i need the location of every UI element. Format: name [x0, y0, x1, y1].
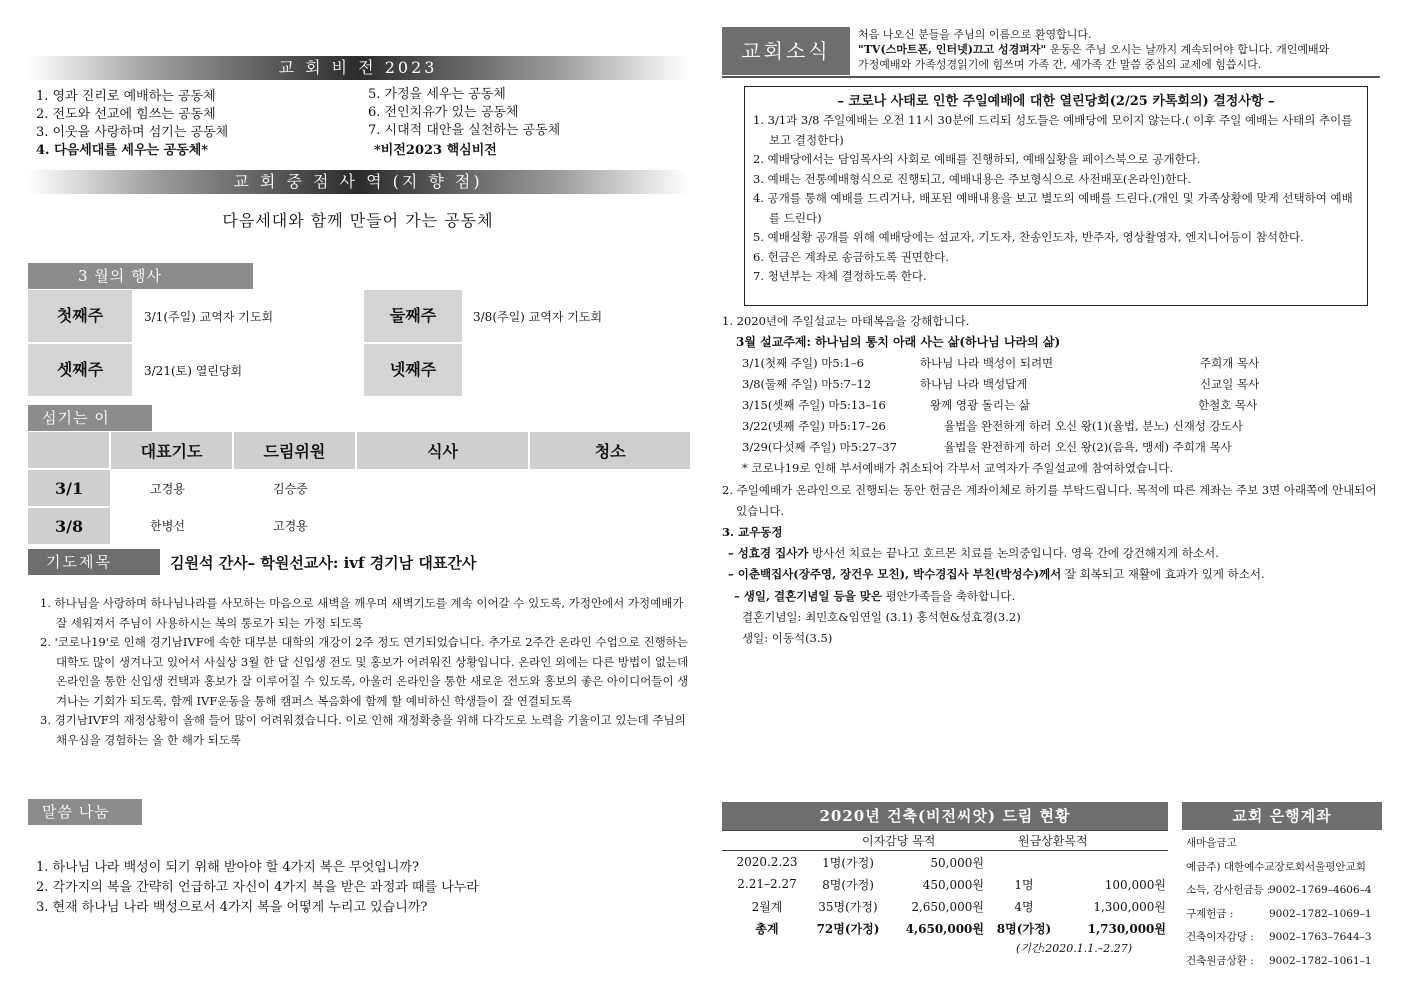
- bank-info: [1186, 832, 1386, 973]
- sharing-title: 말씀 나눔: [28, 799, 142, 825]
- news-intro-line: 가정예배와 가족성경읽기에 힘쓰며 가족 간, 세가족 간 말씀 중심의 교제에 힘씁시다.: [858, 58, 1262, 71]
- week-event: 3/1(주일) 교역자 기도회: [144, 310, 274, 324]
- sermon-section: [722, 311, 1382, 649]
- member-news: – 생일, 결혼기념일 등을 맞은 평안가족들을 축하합니다.: [734, 588, 1016, 603]
- servers-cell: 김승중: [272, 481, 308, 496]
- sermon-row: 3/15(셋째 주일) 마5:13–16 왕께 영광 돌리는 삶 한철호 목사: [742, 398, 1258, 413]
- vision-item: 7. 시대적 대안을 실천하는 공동체: [368, 123, 561, 138]
- building-table: [724, 851, 1168, 939]
- list-item: 3. 현재 하나님 나라 백성으로서 4가지 복을 어떻게 누리고 있습니까?: [36, 900, 428, 915]
- building-period: (기간:2020.1.1.–2.27): [1016, 942, 1133, 955]
- list-item: 5. 예배실황 공개를 위해 예배당에는 설교자, 기도자, 찬송인도자, 반주자, 영상촬영자, 엔지니어등이 참석한다.: [753, 230, 1304, 244]
- servers-header: 드림위원: [233, 432, 356, 469]
- servers-cell: [529, 469, 690, 507]
- news-divider: [722, 76, 1380, 78]
- table-row-total: 총계 72명(가정) 4,650,000원 8명(가정) 1,730,000원: [755, 921, 1166, 936]
- table-row: [28, 469, 690, 507]
- vision-list-left: [36, 88, 228, 160]
- servers-date: 3/8: [28, 507, 110, 544]
- vision-item: 2. 전도와 선교에 힘쓰는 공동체: [36, 107, 216, 122]
- servers-cell: 고경용: [272, 519, 308, 533]
- bank-title: 교회 은행계좌: [1232, 807, 1332, 825]
- vision-item: 6. 전인치유가 있는 공동체: [368, 105, 519, 120]
- focus-title: 교 회 중 점 사 역 (지 향 점): [233, 172, 483, 191]
- list-item: 4. 공개를 통해 예배를 드리거나, 배포된 예배내용을 보고 별도의 예배를 드린다.(개인 및 가족상황에 맞게 선택하여 예배를 드린다): [753, 191, 1353, 225]
- account-row: 소득, 감사헌금등 : 9002–1769–4606–4: [1186, 884, 1372, 896]
- events-grid: [28, 290, 688, 396]
- events-title: 3 월의 행사: [28, 263, 253, 289]
- vision-list-right: [368, 86, 560, 160]
- sermon-row: 3/8(둘째 주일) 마5:7–12 하나님 나라 백성답게 신교일 목사: [742, 377, 1260, 392]
- news-title-box: [722, 27, 850, 75]
- servers-cell: [356, 507, 529, 544]
- vision-item-core: 4. 다음세대를 세우는 공동체*: [36, 143, 209, 158]
- vision-core-note: *비전2023 핵심비전: [374, 143, 497, 158]
- sharing-list: [36, 858, 479, 918]
- list-item: 3. 경기남IVF의 재정상황이 올해 들어 많이 어려워졌습니다. 이로 인해 재정확충을 위해 다각도로 노력을 기울이고 있는데 주님의 채우심을 경험하는 올 한 해가 되도록: [40, 713, 686, 747]
- news-title: 교회소식: [741, 39, 831, 63]
- list-item: 1. 하나님 나라 백성이 되기 위해 받아야 할 4가지 복은 무엇입니까?: [36, 860, 419, 875]
- sermon-row: 3/22(넷째 주일) 마5:17–26 율법을 완전하게 하러 오신 왕(1)(율법, 분노) 신재성 강도사: [742, 419, 1243, 434]
- member-news: – 이춘백집사(장주영, 장건우 모친), 박수경집사 부친(박성수)께서 잘 회복되고 재활에 효과가 있게 하소서.: [728, 567, 1265, 582]
- focus-title-bar: [28, 170, 688, 194]
- servers-date: 3/1: [28, 469, 110, 507]
- decision-title: – 코로나 사태로 인한 주일예배에 대한 열린당회(2/25 카톡회의) 결정사항 –: [837, 94, 1275, 109]
- servers-table: [28, 432, 690, 544]
- servers-cell: 한병선: [150, 519, 185, 533]
- offering-note: 2. 주일예배가 온라인으로 진행되는 동안 헌금은 계좌이체로 하기를 부탁드립니다. 목적에 따른 계좌는 주보 3면 아래쪽에 안내되어 있습니다.: [722, 482, 1377, 518]
- table-row: [28, 507, 690, 544]
- week-label: 둘째주: [364, 290, 462, 342]
- sermon-row: 3/1(첫째 주일) 마5:1–6 하나님 나라 백성이 되려면 주희개 목사: [742, 356, 1260, 371]
- account-holder: 예금주) 대한예수교장로회서울평안교회: [1186, 860, 1366, 873]
- week-event: 3/8(주일) 교역자 기도회: [473, 310, 603, 324]
- building-header: 이자감당 목적 원금상환목적: [862, 834, 1088, 848]
- table-row: 2월계 35명(가정) 2,650,000원 4명 1,300,000원: [751, 899, 1166, 914]
- birthday: 생일: 이동석(3.5): [742, 631, 833, 646]
- focus-text: 다음세대와 함께 만들어 가는 공동체: [222, 211, 494, 230]
- anniversary: 결혼기념일: 최민호&임연일 (3.1) 홍석현&성효경(3.2): [742, 609, 1021, 624]
- account-row: 구제헌금 : 9002–1782–1069–1: [1186, 907, 1372, 920]
- servers-header: 청소: [529, 432, 690, 469]
- prayer-heading: 김원석 간사– 학원선교사: ivf 경기남 대표간사: [170, 554, 477, 572]
- list-item: 6. 헌금은 계좌로 송금하도록 권면한다.: [753, 249, 949, 264]
- list-item: 1. 하나님을 사랑하며 하나님나라를 사모하는 마음으로 새벽을 깨우며 새벽기도를 계속 이어갈 수 있도록, 가정안에서 가정예배가 잘 세워져서 주님이 사용하시는 복의 통로가 되는 가정 되도록: [40, 596, 684, 630]
- servers-cell: [356, 469, 529, 507]
- servers-cell: 고경용: [150, 481, 185, 496]
- vision-title: 교 회 비 전 2023: [278, 58, 438, 77]
- vision-item: 1. 영과 진리로 예배하는 공동체: [36, 89, 216, 104]
- member-news: – 성효경 집사가 방사선 치료는 끝나고 호르몬 치료를 논의중입니다. 영육 간에 강건해지게 하소서.: [728, 546, 1219, 561]
- decision-box: [744, 86, 1368, 306]
- week-label: 셋째주: [28, 344, 132, 396]
- week-label: 넷째주: [364, 344, 462, 396]
- building-title-box: [722, 802, 1168, 830]
- sermon-row: 3/29(다섯째 주일) 마5:27–37 율법을 완전하게 하러 오신 왕(2)(음욕, 맹세) 주희개 목사: [742, 440, 1232, 455]
- bank-name: 새마을금고: [1186, 837, 1237, 849]
- account-row: 건축원금상환 : 9002–1782–1061–1: [1186, 954, 1372, 967]
- servers-cell: [529, 507, 690, 544]
- building-title: 2020년 건축(비전씨앗) 드림 현황: [819, 807, 1071, 825]
- building-divider: [722, 830, 1168, 831]
- servers-title: 섬기는 이: [28, 405, 152, 431]
- prayer-list: [40, 594, 692, 750]
- week-label: 첫째주: [28, 290, 132, 342]
- list-item: 7. 청년부는 자체 결정하도록 한다.: [753, 269, 927, 283]
- list-item: 2. 각가지의 복을 간략히 언급하고 자신이 4가지 복을 받은 과정과 때를 나누라: [36, 880, 479, 895]
- vision-item: 5. 가정을 세우는 공동체: [368, 87, 506, 102]
- list-item: 2. 예배당에서는 담임목사의 사회로 예배를 진행하되, 예배실황을 페이스북으로 공개한다.: [753, 152, 1201, 166]
- servers-header: 대표기도: [110, 432, 233, 469]
- week-event: 3/21(토) 열린당회: [144, 364, 243, 378]
- sermon-note: * 코로나19로 인해 부서예배가 취소되어 각부서 교역자가 주일설교에 참여하였습니다.: [742, 461, 1173, 476]
- table-row: 2.21–2.27 8명(가정) 450,000원 1명 100,000원: [737, 877, 1166, 892]
- news-intro-line: 처음 나오신 분들을 주님의 이름으로 환영합니다.: [858, 28, 1092, 41]
- table-row: 2020.2.23 1명(가정) 50,000원: [736, 855, 984, 870]
- sermon-theme: 3월 설교주제: 하나님의 통치 아래 사는 삶(하나님 나라의 삶): [736, 335, 1061, 350]
- bank-title-box: [1182, 802, 1382, 830]
- servers-header: 식사: [356, 432, 529, 469]
- sermon-intro: 1. 2020년에 주일설교는 마태복음을 강해합니다.: [722, 314, 970, 328]
- account-row: 건축이자감당 : 9002–1763–7644–3: [1186, 931, 1372, 943]
- vision-item: 3. 이웃을 사랑하며 섬기는 공동체: [36, 125, 229, 140]
- list-item: 2. '코로나19'로 인해 경기남IVF에 속한 대부분 대학의 개강이 2주 정도 연기되었습니다. 추가로 2주간 온라인 수업으로 진행하는 대학도 많이 생겨나고 있어서 사실상 3월 한 달 신입생 전도 및 홍보가 어려워진 상황입니다. 온라인 외에는 다른 방법이 없는데 온라인을 통한 신입생 컨택과 홍보가 잘 이루어질 수 있도록, 아울러 온라인을 통한 새로운 전도와 홍보의 좋은 아이디어들이 생겨나는 기회가 되도록, 함께 IVF운동을 통해 캠퍼스 복음화에 함께 할 예비하신 학생들이 잘 연결되도록: [40, 635, 689, 708]
- decision-list: [745, 111, 1367, 287]
- list-item: 1. 3/1과 3/8 주일예배는 오전 11시 30분에 드리되 성도들은 예배당에 모이지 않는다.( 이후 주일 예배는 사태의 추이를 보고 결정한다): [753, 113, 1353, 147]
- prayer-title: 기도제목: [28, 549, 160, 575]
- vision-title-bar: [28, 56, 688, 80]
- news-intro-line: "TV(스마트폰, 인터넷)끄고 성경펴자" 운동은 주님 오시는 날까지 계속되어야 합니다. 개인예배와: [858, 43, 1330, 56]
- news-intro: [858, 27, 1378, 72]
- members-title: 3. 교우동정: [722, 525, 783, 540]
- list-item: 3. 예배는 전통예배형식으로 진행되고, 예배내용은 주보형식으로 사전배포(온라인)한다.: [753, 171, 1192, 186]
- servers-header-row: [28, 432, 690, 469]
